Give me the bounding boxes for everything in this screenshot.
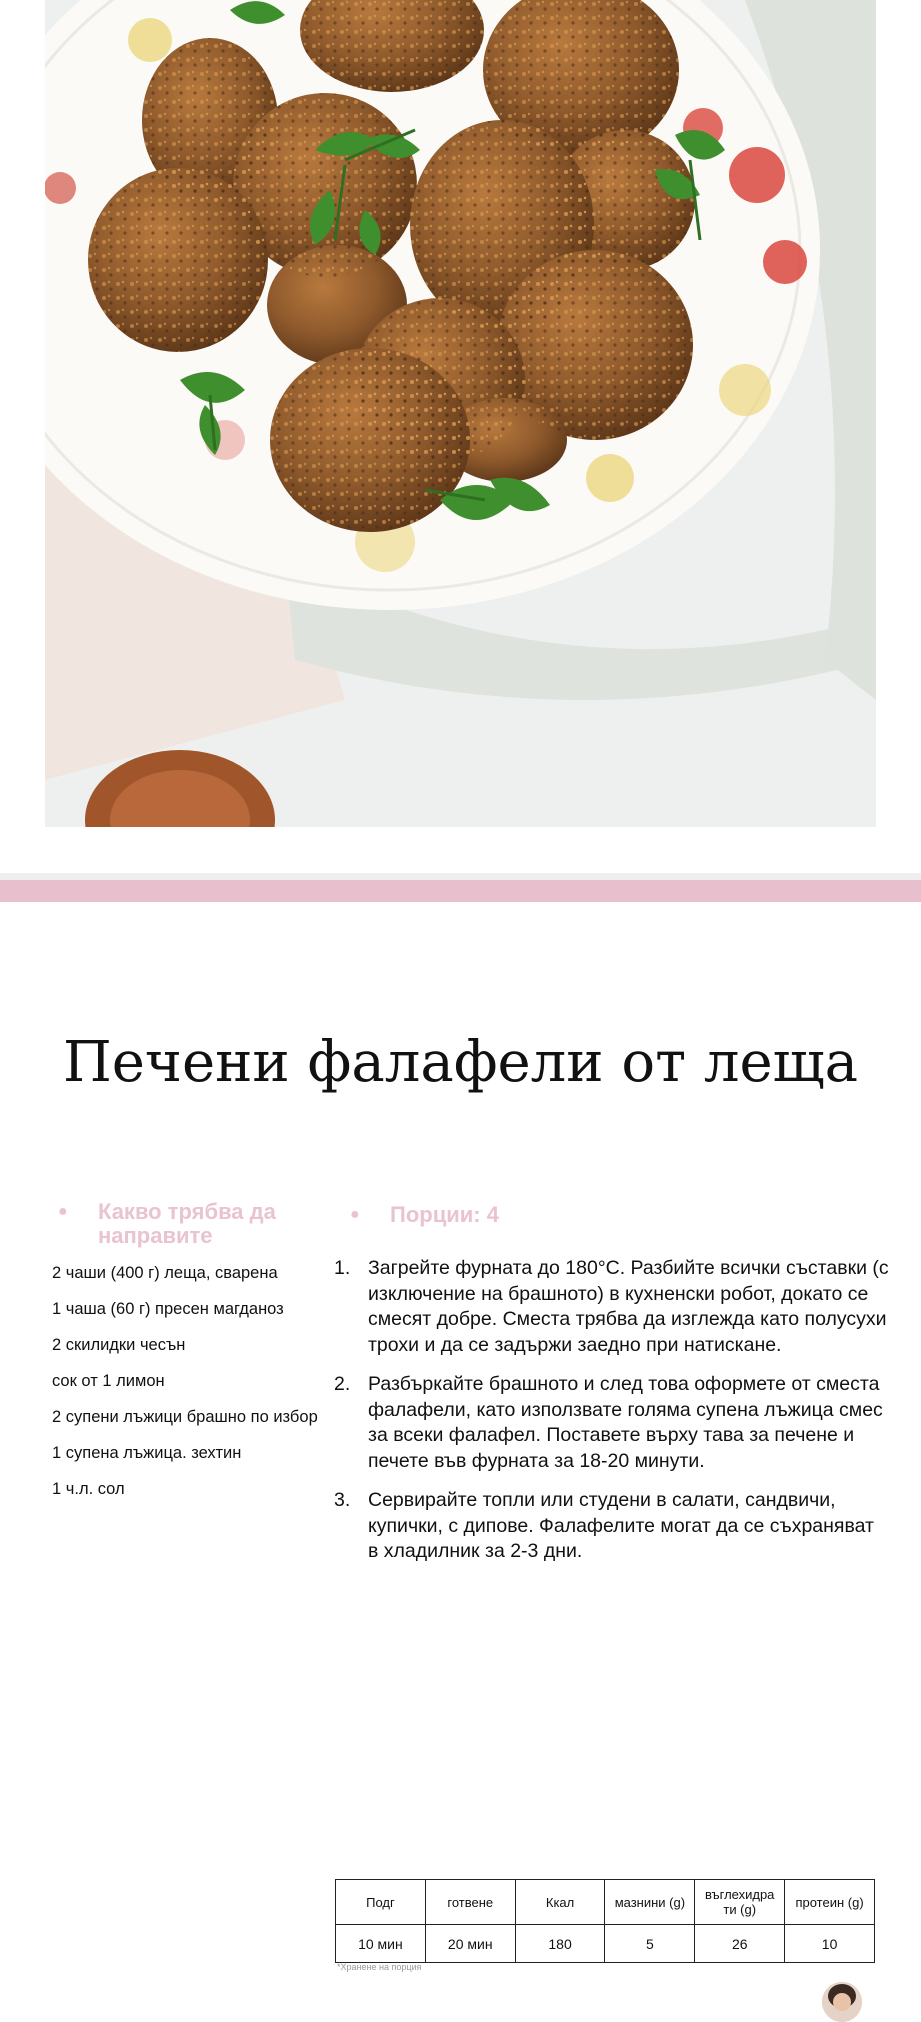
nutrition-header-cell: Ккал	[515, 1880, 605, 1925]
nutrition-value-cell: 20 мин	[425, 1925, 515, 1963]
step-number: 2.	[334, 1373, 351, 1395]
ingredients-heading-text: Какво трябва да направите	[98, 1199, 276, 1248]
ingredients-heading	[58, 1200, 308, 1248]
avatar	[822, 1982, 862, 2022]
step-text: Загрейте фурната до 180°C. Разбийте всички съставки (с изключение на брашното) в кухненски робот, докато се смесят добре. Сместа трябва да изглежда като полусухи трохи и да се задържи заедно при натискане.	[368, 1257, 889, 1356]
ingredient-item: 2 скилидки чесън	[52, 1336, 186, 1354]
step-text: Сервирайте топли или студени в салати, сандвичи, купички, с дипове. Фалафелите могат да се съхраняват в хладилник за 2-3 дни.	[368, 1489, 874, 1562]
nutrition-header-cell: протеин (g)	[785, 1880, 875, 1925]
step-text: Разбъркайте брашното и след това оформете от сместа фалафели, като използвате голяма супена лъжица смес за всеки фалафел. Поставете върху тава за печене и печете във фурната за 18-20 минути.	[368, 1373, 883, 1472]
nutrition-value-cell: 10 мин	[336, 1925, 426, 1963]
servings-heading-text: Порции: 4	[390, 1202, 499, 1227]
ingredient-item: сок от 1 лимон	[52, 1372, 165, 1390]
nutrition-header-cell: мазнини (g)	[605, 1880, 695, 1925]
nutrition-table	[335, 1879, 875, 1963]
nutrition-value-cell: 180	[515, 1925, 605, 1963]
step-item	[334, 1256, 889, 1358]
nutrition-value-row	[336, 1925, 875, 1963]
servings-heading	[350, 1203, 499, 1227]
ingredient-item: 2 супени лъжици брашно по избор	[52, 1408, 318, 1426]
nutrition-footnote: *Хранене на порция	[337, 1962, 422, 1972]
recipe-title: Печени фалафели от леща	[62, 1030, 859, 1095]
falafel-photo	[45, 0, 876, 827]
step-item	[334, 1372, 889, 1474]
ingredient-item: 2 чаши (400 г) леща, сварена	[52, 1264, 278, 1282]
divider-light-strip	[0, 873, 921, 880]
nutrition-header-cell: Подг	[336, 1880, 426, 1925]
divider-pink-band	[0, 880, 921, 902]
bullet-icon: ●	[58, 1203, 68, 1220]
nutrition-value-cell: 5	[605, 1925, 695, 1963]
step-number: 3.	[334, 1489, 351, 1511]
ingredient-item: 1 ч.л. сол	[52, 1480, 125, 1498]
nutrition-header-row	[336, 1880, 875, 1925]
bullet-icon: ●	[350, 1206, 360, 1223]
ingredient-item: 1 супена лъжица. зехтин	[52, 1444, 242, 1462]
nutrition-value-cell: 10	[785, 1925, 875, 1963]
nutrition-header-cell: готвене	[425, 1880, 515, 1925]
nutrition-header-cell: въглехидра ти (g)	[695, 1880, 785, 1925]
step-item	[334, 1488, 889, 1565]
step-number: 1.	[334, 1257, 351, 1279]
ingredients-list	[52, 1262, 322, 1514]
steps-list	[334, 1256, 889, 1579]
ingredient-item: 1 чаша (60 г) пресен магданоз	[52, 1300, 284, 1318]
nutrition-value-cell: 26	[695, 1925, 785, 1963]
